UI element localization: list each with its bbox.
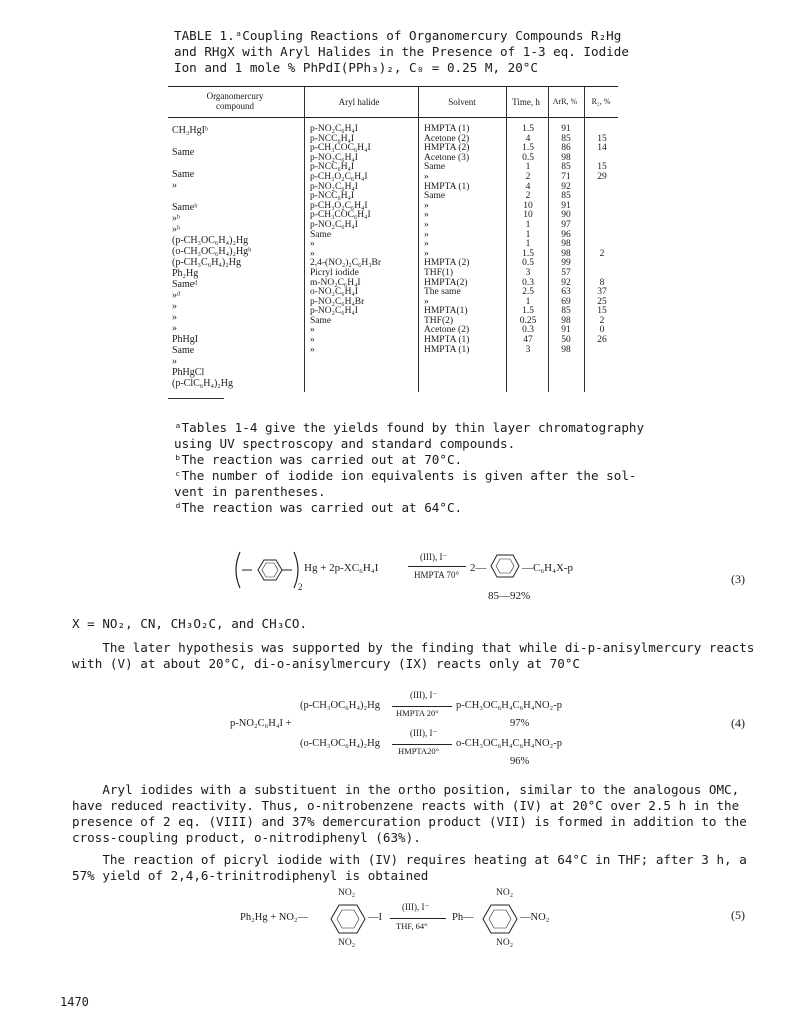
data-table — [168, 86, 618, 392]
header-r2: R₂, % — [591, 97, 611, 106]
eq3-conditions-under: HMPTA 70° — [414, 570, 460, 580]
benzene-ring-icon — [480, 900, 520, 938]
column-divider — [584, 87, 585, 392]
equation-4 — [230, 690, 750, 770]
column-solvent: HMPTA (1) Acetone (2) HMPTA (2) Acetone (3) Same » HMPTA (1) Same » » » » » » HMPTA (2) THF(1) HMPTA(2) The same » HMPTA(1) THF(2) Acetone (2) HMPTA (1) HMPTA (1) — [424, 124, 470, 355]
reaction-arrow — [392, 706, 452, 707]
eq5-no2-top-2: NO₂ — [496, 888, 514, 898]
header-organomercury: Organomercury compound — [206, 91, 264, 111]
equation-5 — [240, 884, 700, 954]
benzene-ring-icon — [488, 550, 522, 582]
eq5-no2-right: —NO₂ — [520, 912, 550, 923]
table-header — [168, 87, 618, 118]
paragraph-3: The reaction of picryl iodide with (IV) requires heating at 64°C in THF; after 3 h, a 57% yield of 2,4,6-trinitrodiphenyl is obtained — [72, 852, 747, 883]
reaction-arrow — [408, 566, 466, 567]
eq5-phenyl: Ph— — [452, 912, 474, 923]
eq4-bottom-yield: 96% — [510, 756, 530, 767]
page-number: 1470 — [60, 995, 89, 1009]
footnote-rule — [168, 398, 224, 399]
eq5-no2-bottom-2: NO₂ — [496, 938, 514, 948]
column-divider — [548, 87, 549, 392]
equation-number-5: (5) — [731, 908, 745, 922]
eq5-no2-bottom-1: NO₂ — [338, 938, 356, 948]
paragraph-2: Aryl iodides with a substituent in the ortho position, similar to the analogous OMC, have reduced reactivity. Thus, o-nitrobenzene reacts with (IV) at 20°C over 2.5 h in the presence of 2 eq. (VIII) and 37% demercuration product (VII) is formed in addition to the cross-coupling product, o-nitrodiphenyl (63%). — [72, 782, 747, 845]
header-solvent: Solvent — [448, 97, 476, 107]
header-time: Time, h — [512, 97, 540, 107]
eq3-product-prefix: 2— — [470, 562, 487, 574]
header-aryl-halide: Aryl halide — [338, 97, 380, 107]
table-footnotes: ᵃTables 1-4 give the yields found by thin layer chromatography using UV spectroscopy and standard compounds. ᵇThe reaction was carried out at 70°C. ᶜThe number of iodide ion equivalents is given after the sol- vent in parentheses. ᵈThe reaction was carried out at 64°C. — [174, 420, 645, 515]
table-caption: TABLE 1.ᵃCoupling Reactions of Organomercury Compounds R₂Hg and RHgX with Aryl Halides in the Presence of 1-3 eq. Iodide Ion and 1 mole % PhPdI(PPh₃)₂, C₀ = 0.25 M, 20°C — [174, 28, 629, 75]
x-definition: X = NO₂, CN, CH₃O₂C, and CH₃CO. — [72, 616, 308, 631]
eq4-top-reagent: (p-CH₃OC₆H₄)₂Hg — [300, 700, 380, 711]
eq3-product-suffix: —C₆H₄X-p — [522, 562, 574, 574]
eq5-iodide: —I — [368, 912, 382, 923]
column-divider — [304, 87, 305, 392]
eq5-left: Ph₂Hg + NO₂— — [240, 912, 309, 923]
header-arr: ArR, % — [552, 97, 578, 106]
column-organomercury: CH₃HgIᵇ Same Same » Sameᵇ »ᵇ »ᵇ (p-CH₃OC₆H₄)₂Hg (o-CH₃OC₆H₄)₂Hgᵇ (p-CH₃C₆H₄)₂Hg Ph₂Hg Sameᵈ »ᵈ » » » PhHgI Same » PhHgCl (p-ClC₆H₄)₂Hg — [172, 125, 252, 389]
column-r2: 15 14 15 29 2 8 37 25 15 2 0 26 — [597, 133, 607, 346]
eq4-bottom-product: o-CH₃OC₆H₄C₆H₄NO₂-p — [456, 738, 562, 749]
column-time: 1.5 4 1.5 0.5 1 2 4 2 10 10 1 1 1 1.5 0.5 3 0.3 2.5 1 1.5 0.25 0.3 47 3 — [519, 124, 537, 355]
column-aryl-halide: p-NO₂C₆H₄I p-NCC₆H₄I p-CH₃COC₆H₄I p-NO₂C₆H₄I p-NCC₆H₄I p-CH₃O₂C₆H₄I p-NO₂C₆H₄I p-NCC₆H₄I p-CH₃O₂C₆H₄I p-CH₃COC₆H₄I p-NO₂C₆H₄I Same » » 2,4-(NO₂)₂C₆H₃Br Picryl iodide m-NO₂C₆H₄I o-NO₂C₆H₄I p-NO₂C₆H₄Br p-NO₂C₆H₄I Same » » » — [310, 124, 382, 355]
reaction-arrow — [390, 918, 446, 919]
reaction-arrow — [392, 744, 452, 745]
column-divider — [506, 87, 507, 392]
equation-number-4: (4) — [731, 716, 745, 730]
eq4-top-yield: 97% — [510, 718, 530, 729]
column-arr: 91 85 86 98 85 71 92 85 91 90 97 96 98 98 99 57 92 63 69 85 98 91 50 98 — [561, 124, 571, 355]
benzene-ring-icon — [328, 900, 368, 938]
eq5-no2-top-1: NO₂ — [338, 888, 356, 898]
eq3-reactants: Hg + 2p-XC₆H₄I — [304, 562, 379, 574]
eq4-top-under: HMPTA 20° — [396, 708, 439, 718]
eq4-top-over: (III), I⁻ — [410, 690, 438, 700]
equation-3 — [230, 548, 730, 618]
eq3-yield: 85—92% — [488, 590, 531, 602]
eq5-over: (III), I⁻ — [402, 902, 430, 912]
eq3-conditions-over: (III), I⁻ — [420, 552, 448, 562]
column-divider — [418, 87, 419, 392]
eq4-bottom-reagent: (o-CH₃OC₆H₄)₂Hg — [300, 738, 380, 749]
eq5-under: THF, 64° — [396, 921, 428, 931]
paragraph-1: The later hypothesis was supported by the finding that while di-p-anisylmercury reacts with (V) at about 20°C, di-o-anisylmercury (IX) reacts only at 70°C — [72, 640, 755, 671]
eq4-top-product: p-CH₃OC₆H₄C₆H₄NO₂-p — [456, 700, 562, 711]
eq4-bottom-over: (III), I⁻ — [410, 728, 438, 738]
eq4-left: p-NO₂C₆H₄I + — [230, 718, 292, 729]
eq3-subscript: 2 — [298, 582, 303, 592]
bracket-ring-icon — [230, 548, 304, 594]
equation-number-3: (3) — [731, 572, 745, 586]
eq4-bottom-under: HMPTA20° — [398, 746, 439, 756]
